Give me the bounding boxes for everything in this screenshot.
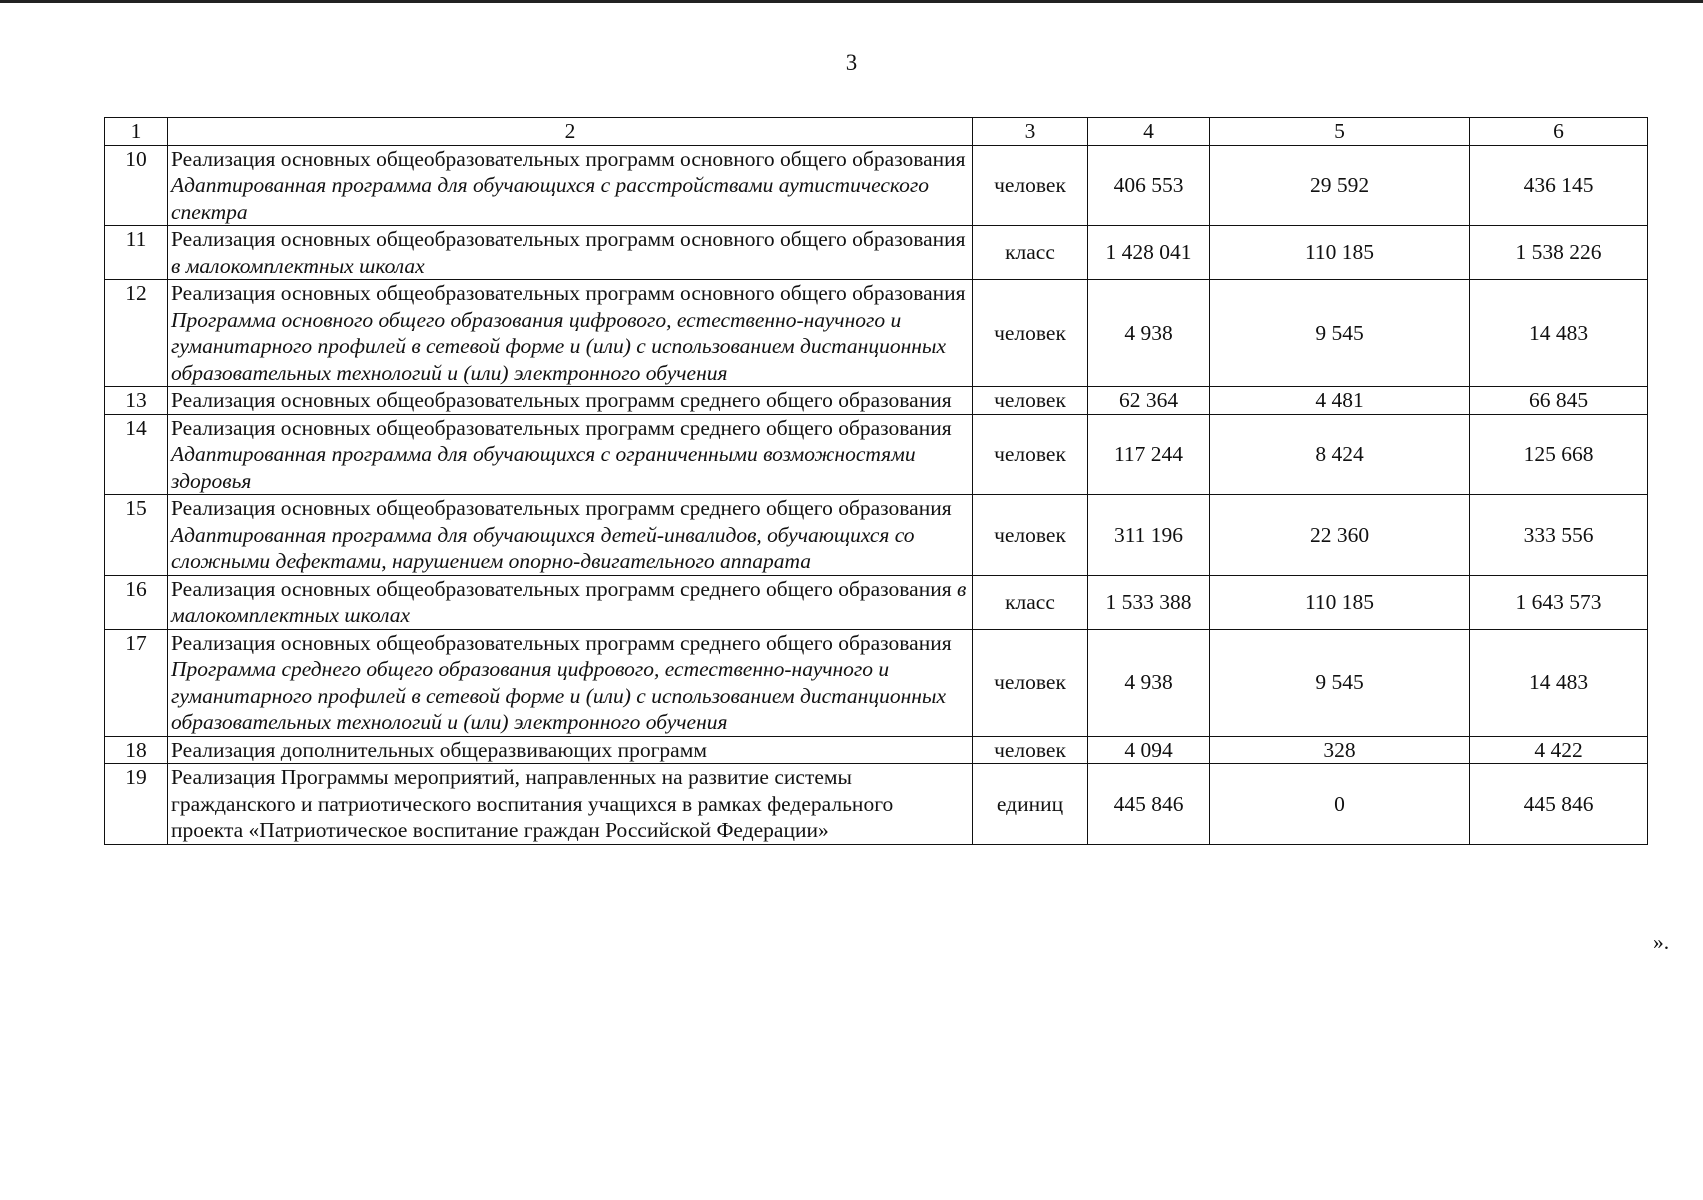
table-container — [104, 117, 1648, 845]
row-name-italic: в малокомплектных школах — [171, 253, 425, 278]
row-name-text: Реализация основных общеобразовательных программ основного общего образования — [171, 146, 966, 171]
row-name-italic: Программа среднего общего образования цифрового, естественно-научного и гуманитарного профилей в сетевой форме и (или) с использованием дистанционных образовательных технологий и (или) электронного обучения — [171, 657, 947, 734]
row-name-text: Реализация основных общеобразовательных программ среднего общего образования — [171, 630, 952, 655]
row-name-text: Реализация дополнительных общеразвивающих программ — [171, 737, 707, 762]
row-number: 18 — [105, 736, 168, 764]
row-value-col5: 110 185 — [1210, 226, 1470, 280]
row-value-col6: 1 538 226 — [1470, 226, 1648, 280]
header-cell-6: 6 — [1470, 118, 1648, 146]
row-name — [168, 736, 973, 764]
header-cell-3: 3 — [973, 118, 1088, 146]
row-name-text: Реализация основных общеобразовательных программ среднего общего образования — [171, 576, 957, 601]
row-value-col4: 62 364 — [1088, 387, 1210, 415]
row-name-text: Реализация основных общеобразовательных программ основного общего образования — [171, 281, 966, 305]
row-name-text: Реализация основных общеобразовательных программ среднего общего образования — [171, 388, 952, 412]
row-name — [168, 495, 973, 576]
row-name-text: Реализация основных общеобразовательных программ основного общего образования — [171, 227, 966, 251]
row-value-col6: 4 422 — [1470, 736, 1648, 764]
row-value-col5: 29 592 — [1210, 145, 1470, 226]
row-number: 14 — [105, 414, 168, 495]
row-name — [168, 280, 973, 387]
row-value-col6: 14 483 — [1470, 280, 1648, 387]
row-value-col6: 1 643 573 — [1470, 575, 1648, 629]
row-value-col5: 0 — [1210, 764, 1470, 845]
row-name — [168, 226, 973, 280]
table-row — [105, 226, 1648, 280]
row-value-col4: 1 428 041 — [1088, 226, 1210, 280]
row-value-col4: 4 094 — [1088, 736, 1210, 764]
row-name-italic: в малокомплектных школах — [171, 576, 967, 627]
row-name-italic: Программа основного общего образования цифрового, естественно-научного и гуманитарного профилей в сетевой форме и (или) с использованием дистанционных образовательных технологий и (или) электронного обучения — [171, 307, 947, 385]
header-cell-4: 4 — [1088, 118, 1210, 146]
header-cell-1: 1 — [105, 118, 168, 146]
data-table — [104, 117, 1648, 845]
row-number: 19 — [105, 764, 168, 845]
row-value-col6: 436 145 — [1470, 145, 1648, 226]
row-value-col4: 4 938 — [1088, 280, 1210, 387]
row-name-italic: Адаптированная программа для обучающихся детей-инвалидов, обучающихся со сложными дефектами, нарушением опорно-двигательного аппарата — [171, 522, 915, 573]
row-unit: человек — [973, 414, 1088, 495]
row-unit: человек — [973, 387, 1088, 415]
row-number: 10 — [105, 145, 168, 226]
row-name — [168, 575, 973, 629]
row-value-col5: 8 424 — [1210, 414, 1470, 495]
row-value-col5: 9 545 — [1210, 280, 1470, 387]
row-name — [168, 764, 973, 845]
row-value-col4: 1 533 388 — [1088, 575, 1210, 629]
row-value-col4: 117 244 — [1088, 414, 1210, 495]
row-value-col4: 406 553 — [1088, 145, 1210, 226]
table-header-row — [105, 118, 1648, 146]
table-row — [105, 764, 1648, 845]
row-unit: класс — [973, 226, 1088, 280]
closing-quote-mark: ». — [1653, 930, 1670, 954]
table-row — [105, 414, 1648, 495]
row-number: 16 — [105, 575, 168, 629]
row-name-text: Реализация Программы мероприятий, направленных на развитие системы гражданского и патриотического воспитания учащихся в рамках федерального проекта «Патриотическое воспитание граждан Российской Федерации» — [171, 765, 894, 842]
table-row — [105, 387, 1648, 415]
row-unit: человек — [973, 145, 1088, 226]
row-name — [168, 414, 973, 495]
row-unit: человек — [973, 736, 1088, 764]
row-value-col6: 125 668 — [1470, 414, 1648, 495]
table-row — [105, 629, 1648, 736]
row-value-col4: 445 846 — [1088, 764, 1210, 845]
row-value-col6: 66 845 — [1470, 387, 1648, 415]
row-value-col5: 9 545 — [1210, 629, 1470, 736]
row-value-col4: 311 196 — [1088, 495, 1210, 576]
row-name-text: Реализация основных общеобразовательных программ среднего общего образования — [171, 496, 952, 520]
row-number: 15 — [105, 495, 168, 576]
row-value-col4: 4 938 — [1088, 629, 1210, 736]
row-value-col6: 333 556 — [1470, 495, 1648, 576]
row-name — [168, 387, 973, 415]
row-unit: человек — [973, 495, 1088, 576]
table-row — [105, 495, 1648, 576]
row-name — [168, 629, 973, 736]
row-name-text: Реализация основных общеобразовательных программ среднего общего образования — [171, 415, 952, 440]
row-unit: человек — [973, 280, 1088, 387]
header-cell-2: 2 — [168, 118, 973, 146]
page-number: 3 — [845, 50, 858, 75]
row-unit: единиц — [973, 764, 1088, 845]
row-name — [168, 145, 973, 226]
table-row — [105, 575, 1648, 629]
row-name-italic: Адаптированная программа для обучающихся с расстройствами аутистического спектра — [171, 173, 930, 224]
row-number: 12 — [105, 280, 168, 387]
row-number: 11 — [105, 226, 168, 280]
table-row — [105, 145, 1648, 226]
row-value-col5: 328 — [1210, 736, 1470, 764]
row-unit: человек — [973, 629, 1088, 736]
row-unit: класс — [973, 575, 1088, 629]
row-name-italic: Адаптированная программа для обучающихся с ограниченными возможностями здоровья — [171, 442, 916, 493]
row-value-col5: 110 185 — [1210, 575, 1470, 629]
top-border-line — [0, 0, 1703, 3]
row-value-col6: 14 483 — [1470, 629, 1648, 736]
header-cell-5: 5 — [1210, 118, 1470, 146]
table-row — [105, 736, 1648, 764]
row-number: 17 — [105, 629, 168, 736]
row-value-col6: 445 846 — [1470, 764, 1648, 845]
row-value-col5: 22 360 — [1210, 495, 1470, 576]
table-row — [105, 280, 1648, 387]
row-value-col5: 4 481 — [1210, 387, 1470, 415]
row-number: 13 — [105, 387, 168, 415]
